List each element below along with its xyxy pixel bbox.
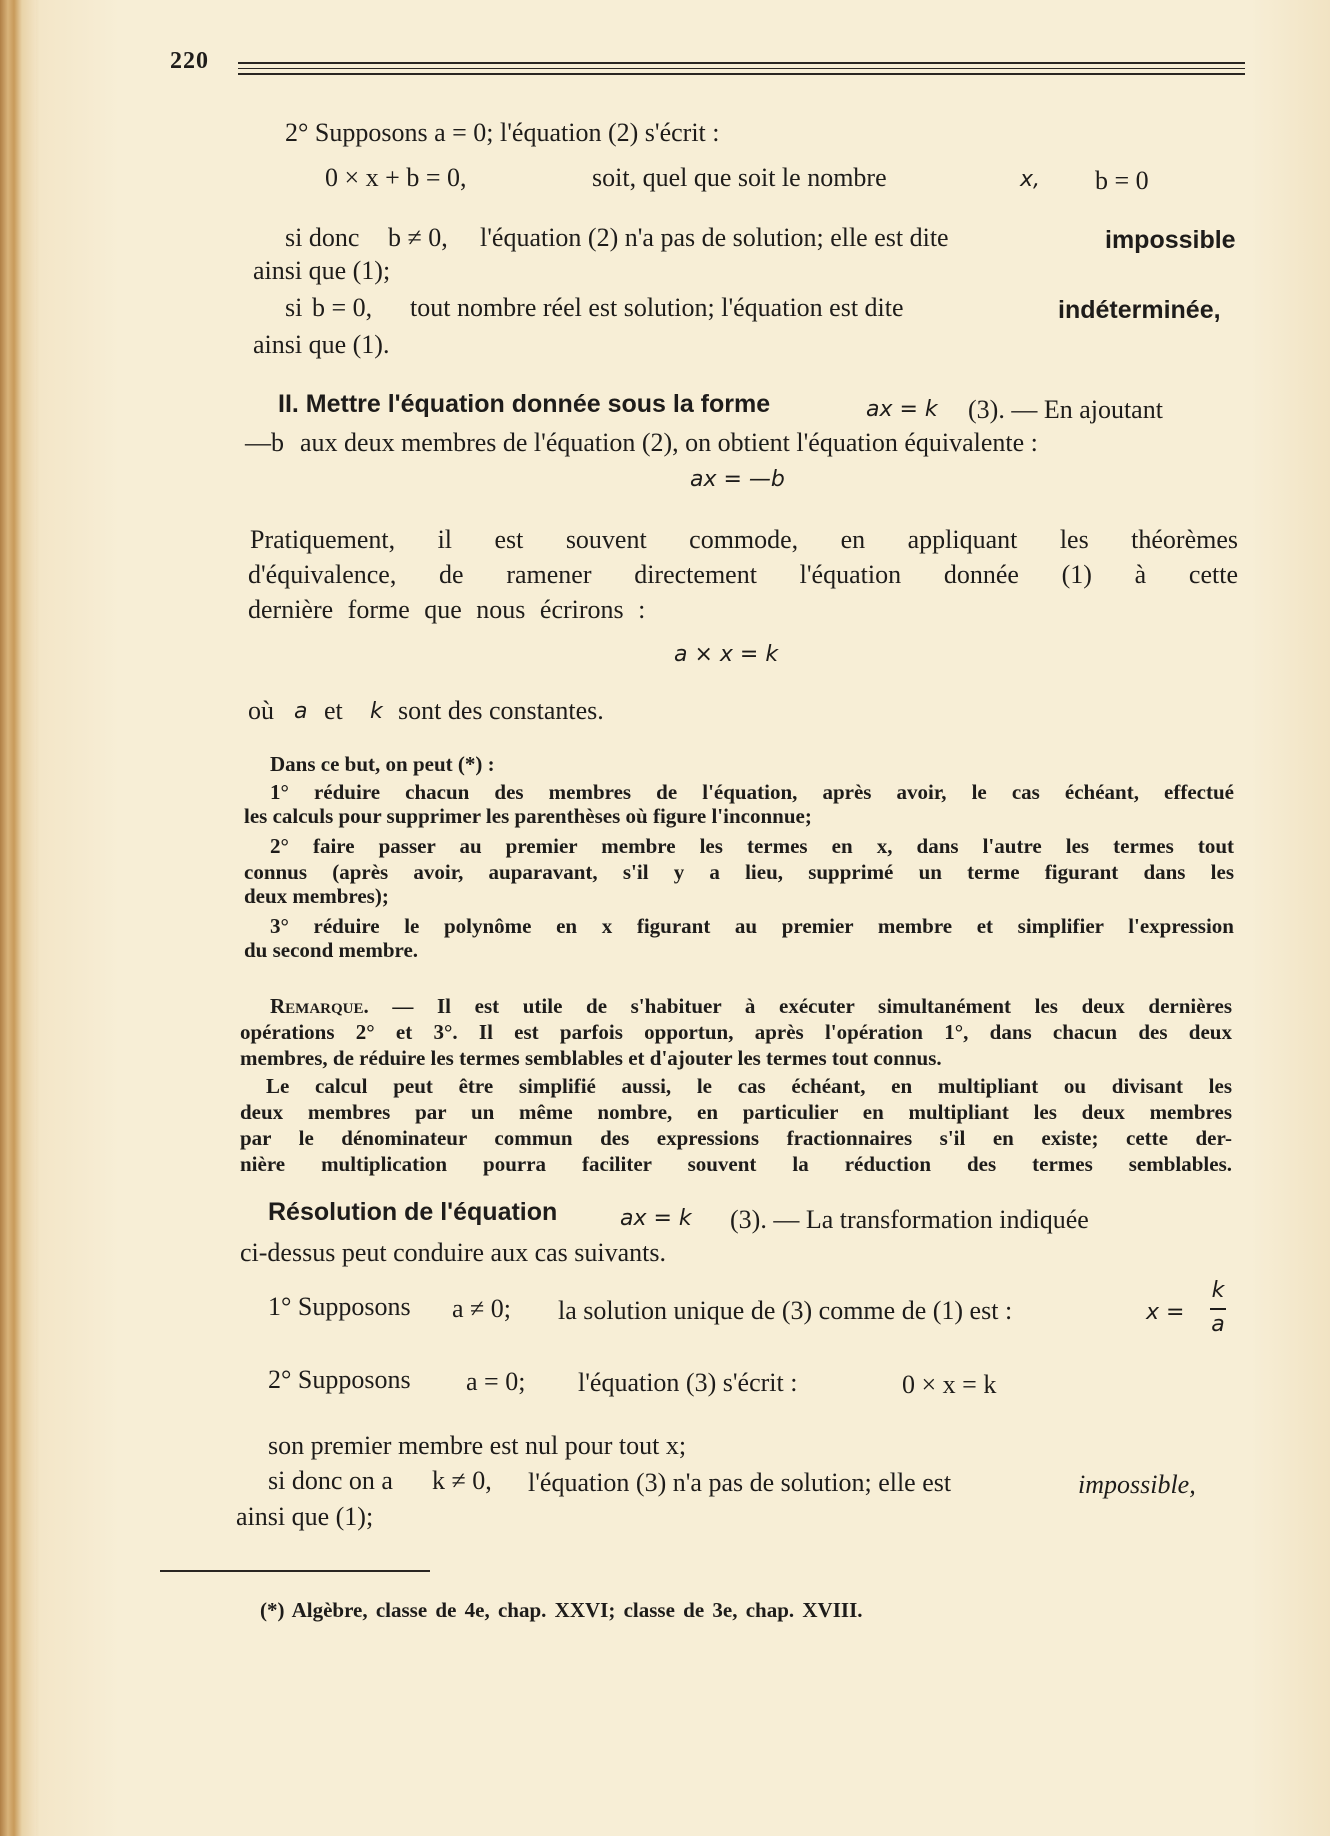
fraction-bar: [1210, 1308, 1226, 1310]
small-text-line: connus (après avoir, auparavant, s'il y a lieu, supprimé un terme figurant dans les: [244, 860, 1234, 884]
paragraph-line: d'équivalence, de ramener directement l'équation donnée (1) à cette: [248, 560, 1238, 589]
text-line: (3). — En ajoutant: [968, 395, 1163, 424]
text-line: si: [285, 293, 303, 322]
math-variable: a: [294, 699, 308, 724]
remark-label: Remarque.: [270, 994, 369, 1018]
fraction-denominator: a: [1211, 1312, 1225, 1337]
text-line: si donc: [285, 223, 360, 252]
text-line: l'équation (3) s'écrit :: [578, 1368, 798, 1397]
section-heading: II. Mettre l'équation donnée sous la forme: [278, 390, 771, 418]
equation: ax = k: [620, 1206, 692, 1231]
equation: ax = —b: [690, 467, 785, 492]
text-line: l'équation (2) n'a pas de solution; elle est dite: [480, 223, 949, 252]
fraction: [1207, 1278, 1229, 1342]
text-line: où: [248, 696, 274, 725]
text-line: son premier membre est nul pour tout x;: [268, 1431, 687, 1460]
small-text-line: 1° réduire chacun des membres de l'équation, après avoir, le cas échéant, effectué: [270, 780, 1234, 804]
text-line: soit, quel que soit le nombre: [592, 163, 887, 192]
section-heading: Résolution de l'équation: [268, 1198, 558, 1226]
small-text-line: du second membre.: [244, 938, 419, 962]
paragraph-line: Pratiquement, il est souvent commode, en appliquant les théorèmes: [250, 525, 1238, 554]
page-number: 220: [170, 48, 209, 74]
paragraph-line: dernière forme que nous écrirons :: [248, 595, 646, 624]
equation: ax = k: [866, 397, 938, 422]
equation: a ≠ 0;: [452, 1294, 512, 1323]
text-line: aux deux membres de l'équation (2), on obtient l'équation équivalente :: [300, 428, 1038, 457]
italic-term: [1078, 1470, 1196, 1500]
equation: —b: [245, 428, 284, 457]
equation: k ≠ 0,: [432, 1466, 492, 1495]
text-line: sont des constantes.: [398, 696, 604, 725]
equation: x =: [1146, 1300, 1185, 1325]
text-line: ci-dessus peut conduire aux cas suivants.: [240, 1238, 667, 1267]
text-line: et: [324, 696, 343, 725]
text-line: ainsi que (1);: [236, 1502, 374, 1531]
bold-term: indéterminée,: [1058, 296, 1221, 324]
small-text-line: les calculs pour supprimer les parenthèses où figure l'inconnue;: [244, 804, 812, 828]
remark-line: [270, 994, 1232, 1019]
small-text-line: 3° réduire le polynôme en x figurant au premier membre et simplifier l'expression: [270, 914, 1234, 938]
text-line: 2° Supposons: [268, 1365, 411, 1394]
remark-line: nière multiplication pourra faciliter souvent la réduction des termes semblables.: [240, 1152, 1232, 1176]
math-variable: x,: [1020, 167, 1041, 192]
equation: b ≠ 0,: [388, 223, 448, 252]
remark-line: opérations 2° et 3°. Il est parfois opportun, après l'opération 1°, dans chacun des deux: [240, 1020, 1232, 1044]
equation: a × x = k: [674, 642, 779, 667]
remark-line: deux membres par un même nombre, en particulier en multipliant les deux membres: [240, 1100, 1232, 1124]
equation: 0 × x = k: [902, 1370, 997, 1399]
text-line: ainsi que (1);: [253, 256, 391, 285]
text-line: 1° Supposons: [268, 1292, 411, 1321]
text-line: si donc on a: [268, 1466, 393, 1495]
page-header: [170, 48, 1245, 88]
remark-line: membres, de réduire les termes semblables et d'ajouter les termes tout connus.: [240, 1046, 942, 1070]
header-rule: [238, 68, 1245, 69]
remark-line: par le dénominateur commun des expressions fractionnaires s'il en existe; cette der-: [240, 1126, 1232, 1150]
equation: a = 0;: [466, 1367, 526, 1396]
text-line: la solution unique de (3) comme de (1) est :: [558, 1296, 1013, 1325]
footnote: (*) Algèbre, classe de 4e, chap. XXVI; classe de 3e, chap. XVIII.: [260, 1598, 863, 1622]
text-line: tout nombre réel est solution; l'équation est dite: [410, 293, 904, 322]
remark-text: — Il est utile de s'habituer à exécuter simultanément les deux dernières: [368, 994, 1232, 1018]
remark-line: Le calcul peut être simplifié aussi, le cas échéant, en multipliant ou divisant les: [266, 1074, 1232, 1098]
equation: b = 0: [1095, 166, 1149, 195]
math-variable: k: [370, 699, 383, 724]
small-text-line: 2° faire passer au premier membre les termes en x, dans l'autre les termes tout: [270, 834, 1234, 858]
small-text-line: Dans ce but, on peut (*) :: [270, 752, 495, 776]
header-rule: [238, 73, 1245, 75]
bold-term: impossible: [1105, 226, 1236, 254]
italic-term: impossible,: [1078, 1470, 1196, 1499]
text-line: ainsi que (1).: [253, 330, 390, 359]
equation: 0 × x + b = 0,: [325, 163, 467, 192]
fraction-numerator: k: [1211, 1278, 1225, 1303]
small-text-line: deux membres);: [244, 884, 389, 908]
text-line: l'équation (3) n'a pas de solution; elle est: [528, 1468, 952, 1497]
text-line: (3). — La transformation indiquée: [730, 1205, 1089, 1234]
footnote-rule: [160, 1570, 430, 1572]
book-spine: [0, 0, 36, 1836]
equation: b = 0,: [312, 293, 373, 322]
text-line: 2° Supposons a = 0; l'équation (2) s'écrit :: [285, 118, 720, 147]
header-rule: [238, 62, 1245, 64]
